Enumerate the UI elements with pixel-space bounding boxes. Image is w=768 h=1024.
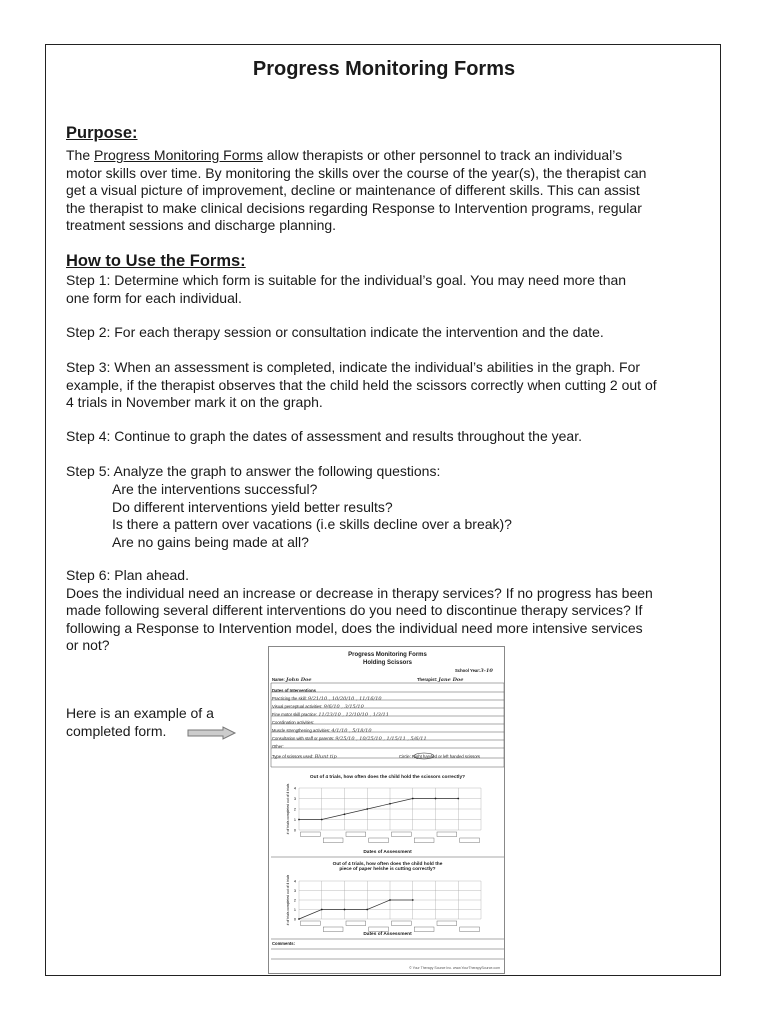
y-tick-label: 0 [293,917,296,922]
chart1 [269,782,505,847]
intervention-row: Coordination activities: [272,720,315,725]
step-3: Step 3: When an assessment is completed, indicate the individual’s abilities in the graph. For example, if the therapist observes that the child held the scissors correctly when cutting 2 out of 4 trials in November mark it on the graph. [66,359,657,410]
step-6: Step 6: Plan ahead. Does the individual need an increase or decrease in therapy services? If no progress has been made following several different interventions do you need to discontinue therapy services? If following a Response to Intervention model, does the individual need more intensive services or not? [66,567,653,653]
data-point [412,798,414,800]
y-tick-label: 2 [293,898,296,903]
data-point [298,819,300,821]
date-box [392,921,412,926]
page-title: Progress Monitoring Forms [252,58,516,80]
data-point [344,909,346,911]
step-2: Step 2: For each therapy session or consultation indicate the intervention and the date. [66,324,604,340]
step-1: Step 1: Determine which form is suitable for the individual’s goal. You may need more than one form for each individual. [66,272,627,306]
form-section-heading: Dates of Interventions [272,688,316,693]
step-4: Step 4: Continue to graph the dates of assessment and results throughout the year. [66,428,582,444]
y-tick-label: 0 [293,828,296,833]
howto-heading: How to Use the Forms: [66,252,246,270]
purpose-line: The Progress Monitoring Forms allow therapists or other personnel to track an individual’s [66,147,623,163]
purpose-paragraph [66,147,646,235]
data-point [344,813,346,815]
date-box [369,927,389,932]
comments-label: Comments: [272,941,296,946]
data-point [366,909,368,911]
y-tick-label: 4 [293,786,296,791]
chart1-title: Out of 4 trials, how often does the child hold the scissors correctly? [309,775,466,780]
date-box [460,838,480,843]
intervention-row: Visual perceptual activities: 9/6/10 , 3/15/10 [272,704,364,710]
y-tick-label: 3 [293,796,296,801]
chart2-title: Out of 4 trials, how often does the child hold the piece of paper he/she is cutting correctly? [332,862,443,872]
step-5: Step 5: Analyze the graph to answer the following questions: [66,463,441,479]
date-box [369,838,389,843]
date-box [323,838,343,843]
y-tick-label: 1 [293,907,296,912]
purpose-line: get a visual picture of improvement, decline or maintenance of different skills. This can assist [66,182,640,198]
data-point [389,899,391,901]
y-axis-label: # of trials completed out of 4 trials [286,875,290,926]
step-5-questions [112,481,512,551]
data-point [412,899,414,901]
date-box [414,927,434,932]
name-field: Name: John Doe [272,677,312,683]
intervention-row: Muscle strengthening activities: 4/1/10 , 5/18/10 [272,728,372,734]
date-box [460,927,480,932]
therapist-field: Therapist: Jane Doe [417,677,464,683]
data-point [366,808,368,810]
data-point [389,803,391,805]
scissors-type: Type of scissors used: Blunt tip [272,754,337,760]
purpose-line: treatment sessions and discharge planning. [66,217,337,233]
example-caption: Here is an example of a completed form. [66,705,214,739]
chart1-xlabel: Dates of Assessment [363,850,412,855]
data-point [298,918,300,920]
handed-selector: Circle: Right handed or left handed scissors [399,754,481,759]
date-box [346,832,366,837]
intervention-row: Practicing the skill: 9/21/10 , 10/20/10 , 11/16/10 [272,696,382,702]
question: Do different interventions yield better results? [112,498,393,515]
intervention-row: Other: [272,744,284,749]
date-box [323,927,343,932]
y-tick-label: 1 [293,817,296,822]
question: Is there a pattern over vacations (i.e skills decline over a break)? [112,516,512,532]
date-box [414,838,434,843]
data-point [321,819,323,821]
intervention-row: Consultation with staff or parents: 9/25/10 , 10/25/10 , 1/15/11 , 5/6/11 [272,736,427,742]
right-arrow-icon [187,726,237,740]
y-tick-label: 2 [293,807,296,812]
data-point [321,909,323,911]
school-year: School Year:3-10 [455,668,493,674]
example-form-thumbnail [268,646,505,974]
purpose-line: the therapist to make clinical decisions regarding Response to Intervention programs, regular [66,199,642,216]
date-box [437,832,457,837]
chart2 [269,875,505,933]
form-subtitle: Holding Scissors [362,660,412,666]
form-title: Progress Monitoring Forms [348,652,427,658]
date-box [346,921,366,926]
intervention-row: Fine motor skill practice: 11/23/10 , 12/10/10 , 1/3/11 [272,712,389,718]
data-point [457,798,459,800]
data-point [435,798,437,800]
y-tick-label: 4 [293,879,296,884]
purpose-line: motor skills over time. By monitoring the skills over the course of the year(s), the therapist can [66,164,647,181]
forms-link-text: Progress Monitoring Forms [94,147,263,163]
y-tick-label: 3 [293,888,296,893]
chart2-xlabel: Dates of Assessment [363,932,412,937]
question: Are no gains being made at all? [112,533,309,550]
question: Are the interventions successful? [112,481,318,497]
date-box [437,921,457,926]
date-box [301,832,321,837]
purpose-heading: Purpose: [66,124,138,142]
date-box [301,921,321,926]
y-axis-label: # of trials completed out of 4 trials [286,783,290,835]
date-box [392,832,412,837]
form-footer: © Your Therapy Source Inc. www.YourTherapySource.com [409,966,500,970]
